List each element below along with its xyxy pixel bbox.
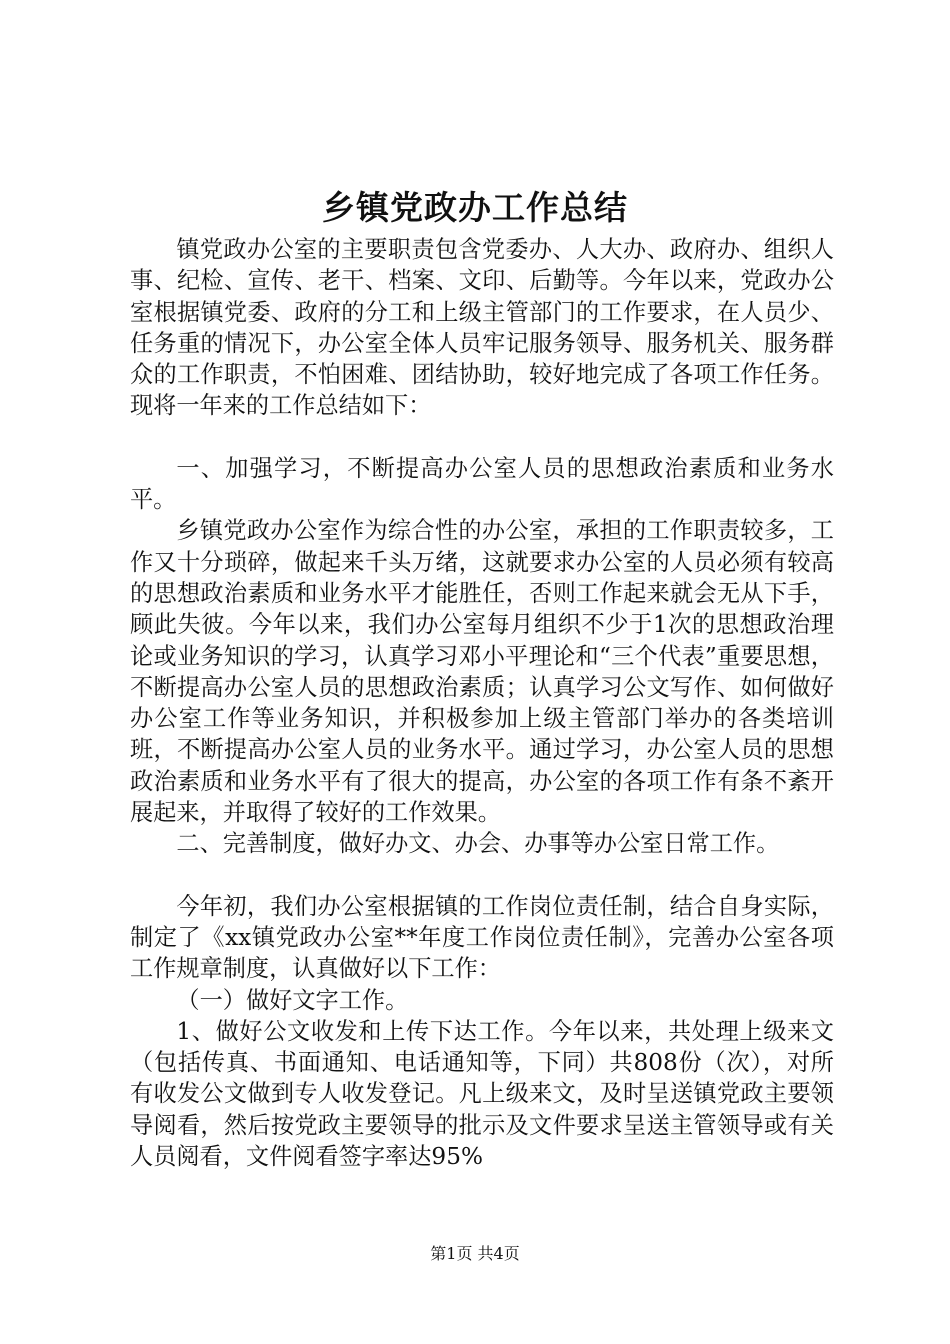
intro-paragraph: 镇党政办公室的主要职责包含党委办、人大办、政府办、组织人事、纪检、宣传、老干、档案、文印、后勤等。今年以来，党政办公室根据镇党委、政府的分工和上级主管部门的工作要求，在人员少、任务重的情况下，办公室全体人员牢记服务领导、服务机关、服务群众的工作职责，不怕困难、团结协助，较好地完成了各项工作任务。现将一年来的工作总结如下： <box>130 236 834 420</box>
page-number: 第1页 共4页 <box>430 1244 520 1263</box>
subsection-heading-1: （一）做好文字工作。 <box>176 986 409 1014</box>
document-body <box>130 234 834 1172</box>
item-1-paragraph: 1、做好公文收发和上传下达工作。今年以来，共处理上级来文（包括传真、书面通知、电话通知等，下同）共808份（次），对所有收发公文做到专人收发登记。凡上级来文，及时呈送镇党政主要领导阅看，然后按党政主要领导的批示及文件要求呈送主管领导或有关人员阅看，文件阅看签字率达95% <box>130 1017 834 1171</box>
document-title: 乡镇党政办工作总结 <box>322 188 628 227</box>
section-2-paragraph: 今年初，我们办公室根据镇的工作岗位责任制，结合自身实际，制定了《xx镇党政办公室**年度工作岗位责任制》，完善办公室各项工作规章制度，认真做好以下工作： <box>130 892 834 983</box>
section-1-paragraph: 乡镇党政办公室作为综合性的办公室，承担的工作职责较多，工作又十分琐碎，做起来千头万绪，这就要求办公室的人员必须有较高的思想政治素质和业务水平才能胜任，否则工作起来就会无从下手，顾此失彼。今年以来，我们办公室每月组织不少于1次的思想政治理论或业务知识的学习，认真学习邓小平理论和“三个代表”重要思想，不断提高办公室人员的思想政治素质；认真学习公文写作、如何做好办公室工作等业务知识，并积极参加上级主管部门举办的各类培训班，不断提高办公室人员的业务水平。通过学习，办公室人员的思想政治素质和业务水平有了很大的提高，办公室的各项工作有条不紊开展起来，并取得了较好的工作效果。 <box>130 517 834 827</box>
section-heading-2: 二、完善制度，做好办文、办会、办事等办公室日常工作。 <box>176 830 780 858</box>
section-heading-1: 一、加强学习，不断提高办公室人员的思想政治素质和业务水平。 <box>130 454 834 514</box>
